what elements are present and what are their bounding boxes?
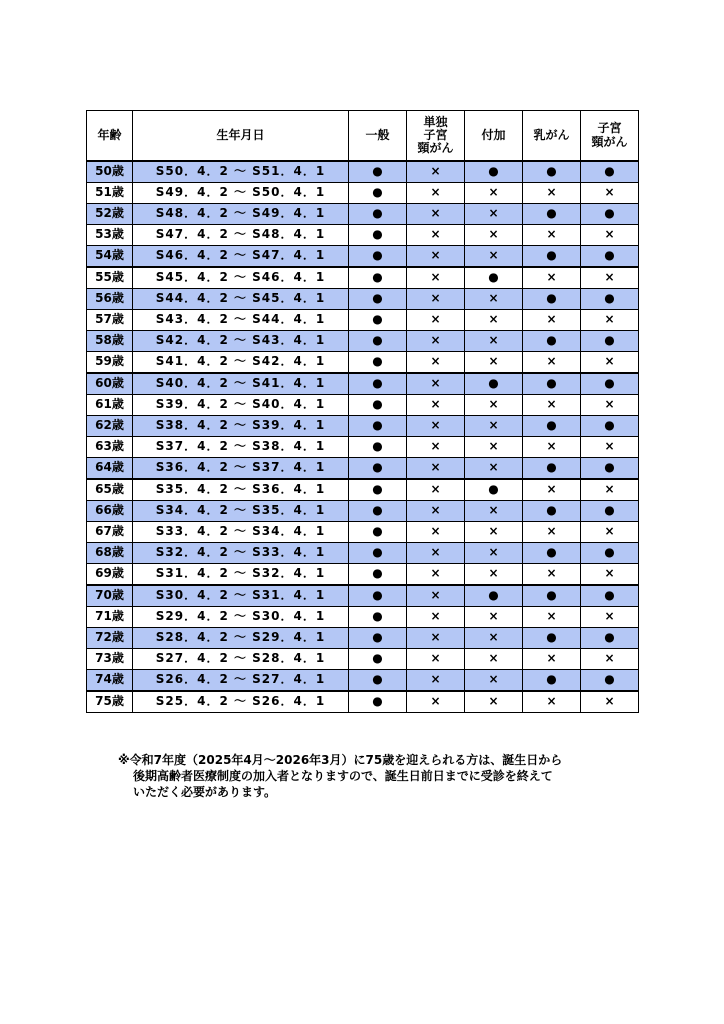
cervical-only-cell: × xyxy=(407,373,465,395)
table-row xyxy=(87,373,639,395)
addon-cell: × xyxy=(465,204,523,225)
birthdate-range-cell: S27．4．2 ～ S28．4．1 xyxy=(133,649,349,670)
cervical-only-cell: × xyxy=(407,352,465,374)
birthdate-range-cell: S38．4．2 ～ S39．4．1 xyxy=(133,416,349,437)
addon-cell: × xyxy=(465,331,523,352)
breast-cell: ● xyxy=(523,670,581,692)
header-cervical-line1: 子宮 xyxy=(597,121,622,136)
general-cell: ● xyxy=(349,310,407,331)
cervical-only-cell: × xyxy=(407,479,465,501)
addon-cell: × xyxy=(465,395,523,416)
addon-cell: ● xyxy=(465,373,523,395)
age-cell: 53歳 xyxy=(87,225,133,246)
general-cell: ● xyxy=(349,373,407,395)
general-cell: ● xyxy=(349,204,407,225)
cervical-only-cell: × xyxy=(407,501,465,522)
general-cell: ● xyxy=(349,543,407,564)
cervical-only-cell: × xyxy=(407,395,465,416)
table-row xyxy=(87,289,639,310)
general-cell: ● xyxy=(349,585,407,607)
age-cell: 56歳 xyxy=(87,289,133,310)
table-row xyxy=(87,395,639,416)
cervical-cell: ● xyxy=(581,416,639,437)
birthdate-range-cell: S48．4．2 ～ S49．4．1 xyxy=(133,204,349,225)
cervical-cell: × xyxy=(581,310,639,331)
table-row xyxy=(87,501,639,522)
general-cell: ● xyxy=(349,670,407,692)
footnote-line-3: いただく必要があります。 xyxy=(133,785,277,799)
table-body xyxy=(87,161,639,713)
general-cell: ● xyxy=(349,416,407,437)
cervical-only-cell: × xyxy=(407,267,465,289)
birthdate-range-cell: S49．4．2 ～ S50．4．1 xyxy=(133,183,349,204)
breast-cell: ● xyxy=(523,289,581,310)
age-cell: 51歳 xyxy=(87,183,133,204)
breast-cell: × xyxy=(523,225,581,246)
addon-cell: × xyxy=(465,416,523,437)
age-cell: 68歳 xyxy=(87,543,133,564)
birthdate-range-cell: S46．4．2 ～ S47．4．1 xyxy=(133,246,349,268)
cervical-cell: × xyxy=(581,607,639,628)
general-cell: ● xyxy=(349,458,407,480)
birthdate-range-cell: S45．4．2 ～ S46．4．1 xyxy=(133,267,349,289)
addon-cell: × xyxy=(465,649,523,670)
table-header-row xyxy=(87,111,639,162)
addon-cell: × xyxy=(465,691,523,713)
cervical-cell: ● xyxy=(581,501,639,522)
table-row xyxy=(87,607,639,628)
age-cell: 67歳 xyxy=(87,522,133,543)
birthdate-range-cell: S50．4．2 ～ S51．4．1 xyxy=(133,161,349,183)
birthdate-range-cell: S44．4．2 ～ S45．4．1 xyxy=(133,289,349,310)
addon-cell: × xyxy=(465,225,523,246)
addon-cell: ● xyxy=(465,161,523,183)
header-cervical-line2: 頸がん xyxy=(591,134,628,149)
cervical-cell: ● xyxy=(581,246,639,268)
breast-cell: × xyxy=(523,607,581,628)
addon-cell: × xyxy=(465,246,523,268)
age-cell: 59歳 xyxy=(87,352,133,374)
addon-cell: × xyxy=(465,310,523,331)
table-row xyxy=(87,204,639,225)
breast-cell: ● xyxy=(523,161,581,183)
birthdate-range-cell: S28．4．2 ～ S29．4．1 xyxy=(133,628,349,649)
cervical-only-cell: × xyxy=(407,522,465,543)
age-cell: 74歳 xyxy=(87,670,133,692)
breast-cell: ● xyxy=(523,543,581,564)
age-cell: 72歳 xyxy=(87,628,133,649)
header-cervical-only-line3: 頸がん xyxy=(417,141,454,156)
addon-cell: × xyxy=(465,501,523,522)
birthdate-range-cell: S47．4．2 ～ S48．4．1 xyxy=(133,225,349,246)
breast-cell: ● xyxy=(523,331,581,352)
cervical-only-cell: × xyxy=(407,161,465,183)
table-row xyxy=(87,183,639,204)
cervical-only-cell: × xyxy=(407,331,465,352)
table-row xyxy=(87,331,639,352)
birthdate-range-cell: S37．4．2 ～ S38．4．1 xyxy=(133,437,349,458)
birthdate-range-cell: S31．4．2 ～ S32．4．1 xyxy=(133,564,349,586)
breast-cell: × xyxy=(523,267,581,289)
cervical-only-cell: × xyxy=(407,416,465,437)
birthdate-range-cell: S30．4．2 ～ S31．4．1 xyxy=(133,585,349,607)
table-row xyxy=(87,246,639,268)
general-cell: ● xyxy=(349,628,407,649)
general-cell: ● xyxy=(349,501,407,522)
addon-cell: ● xyxy=(465,585,523,607)
breast-cell: × xyxy=(523,395,581,416)
birthdate-range-cell: S32．4．2 ～ S33．4．1 xyxy=(133,543,349,564)
cervical-only-cell: × xyxy=(407,607,465,628)
table-row xyxy=(87,310,639,331)
age-cell: 60歳 xyxy=(87,373,133,395)
cervical-cell: ● xyxy=(581,458,639,480)
age-cell: 61歳 xyxy=(87,395,133,416)
cervical-only-cell: × xyxy=(407,691,465,713)
addon-cell: ● xyxy=(465,267,523,289)
cervical-only-cell: × xyxy=(407,246,465,268)
table-row xyxy=(87,585,639,607)
cervical-only-cell: × xyxy=(407,585,465,607)
cervical-only-cell: × xyxy=(407,183,465,204)
cervical-only-cell: × xyxy=(407,225,465,246)
table-row xyxy=(87,225,639,246)
cervical-cell: ● xyxy=(581,670,639,692)
addon-cell: × xyxy=(465,564,523,586)
breast-cell: ● xyxy=(523,458,581,480)
general-cell: ● xyxy=(349,331,407,352)
table-row xyxy=(87,267,639,289)
birthdate-range-cell: S33．4．2 ～ S34．4．1 xyxy=(133,522,349,543)
addon-cell: × xyxy=(465,183,523,204)
header-cervical xyxy=(581,111,639,162)
age-cell: 54歳 xyxy=(87,246,133,268)
addon-cell: × xyxy=(465,458,523,480)
cervical-cell: × xyxy=(581,437,639,458)
header-breast: 乳がん xyxy=(523,111,581,162)
general-cell: ● xyxy=(349,564,407,586)
general-cell: ● xyxy=(349,225,407,246)
age-cell: 69歳 xyxy=(87,564,133,586)
table-row xyxy=(87,628,639,649)
header-birthdate: 生年月日 xyxy=(133,111,349,162)
addon-cell: × xyxy=(465,437,523,458)
header-addon: 付加 xyxy=(465,111,523,162)
breast-cell: × xyxy=(523,352,581,374)
breast-cell: × xyxy=(523,479,581,501)
age-cell: 70歳 xyxy=(87,585,133,607)
general-cell: ● xyxy=(349,267,407,289)
breast-cell: × xyxy=(523,522,581,543)
cervical-cell: × xyxy=(581,183,639,204)
birthdate-range-cell: S26．4．2 ～ S27．4．1 xyxy=(133,670,349,692)
breast-cell: × xyxy=(523,183,581,204)
header-general: 一般 xyxy=(349,111,407,162)
age-cell: 52歳 xyxy=(87,204,133,225)
age-cell: 55歳 xyxy=(87,267,133,289)
addon-cell: ● xyxy=(465,479,523,501)
general-cell: ● xyxy=(349,289,407,310)
general-cell: ● xyxy=(349,352,407,374)
birthdate-range-cell: S40．4．2 ～ S41．4．1 xyxy=(133,373,349,395)
birthdate-range-cell: S43．4．2 ～ S44．4．1 xyxy=(133,310,349,331)
table-row xyxy=(87,522,639,543)
table-row xyxy=(87,479,639,501)
cervical-only-cell: × xyxy=(407,628,465,649)
breast-cell: × xyxy=(523,564,581,586)
cervical-only-cell: × xyxy=(407,649,465,670)
general-cell: ● xyxy=(349,607,407,628)
cervical-only-cell: × xyxy=(407,670,465,692)
cervical-cell: × xyxy=(581,522,639,543)
table-row xyxy=(87,691,639,713)
breast-cell: × xyxy=(523,649,581,670)
general-cell: ● xyxy=(349,183,407,204)
addon-cell: × xyxy=(465,607,523,628)
cervical-cell: × xyxy=(581,649,639,670)
cervical-only-cell: × xyxy=(407,204,465,225)
footnote-line-2: 後期高齢者医療制度の加入者となりますので、誕生日前日までに受診を終えて xyxy=(133,769,553,783)
age-cell: 75歳 xyxy=(87,691,133,713)
table-row xyxy=(87,437,639,458)
general-cell: ● xyxy=(349,479,407,501)
table-row xyxy=(87,649,639,670)
cervical-cell: ● xyxy=(581,161,639,183)
cervical-cell: ● xyxy=(581,289,639,310)
table-row xyxy=(87,161,639,183)
age-cell: 57歳 xyxy=(87,310,133,331)
age-cell: 65歳 xyxy=(87,479,133,501)
birthdate-range-cell: S36．4．2 ～ S37．4．1 xyxy=(133,458,349,480)
cervical-cell: ● xyxy=(581,373,639,395)
cervical-only-cell: × xyxy=(407,458,465,480)
birthdate-range-cell: S34．4．2 ～ S35．4．1 xyxy=(133,501,349,522)
addon-cell: × xyxy=(465,628,523,649)
cervical-only-cell: × xyxy=(407,543,465,564)
breast-cell: ● xyxy=(523,585,581,607)
addon-cell: × xyxy=(465,289,523,310)
table-row xyxy=(87,670,639,692)
cervical-cell: × xyxy=(581,352,639,374)
cervical-cell: × xyxy=(581,564,639,586)
cervical-only-cell: × xyxy=(407,289,465,310)
cervical-only-cell: × xyxy=(407,437,465,458)
age-cell: 50歳 xyxy=(87,161,133,183)
breast-cell: ● xyxy=(523,416,581,437)
cervical-only-cell: × xyxy=(407,564,465,586)
table-row xyxy=(87,564,639,586)
breast-cell: ● xyxy=(523,373,581,395)
breast-cell: ● xyxy=(523,628,581,649)
cervical-cell: × xyxy=(581,267,639,289)
age-cell: 64歳 xyxy=(87,458,133,480)
birthdate-range-cell: S39．4．2 ～ S40．4．1 xyxy=(133,395,349,416)
breast-cell: × xyxy=(523,691,581,713)
footnote-line-1: ※令和7年度（2025年4月～2026年3月）に75歳を迎えられる方は、誕生日から xyxy=(118,753,563,767)
footnote xyxy=(118,752,638,800)
birthdate-range-cell: S25．4．2 ～ S26．4．1 xyxy=(133,691,349,713)
breast-cell: × xyxy=(523,437,581,458)
general-cell: ● xyxy=(349,161,407,183)
age-cell: 58歳 xyxy=(87,331,133,352)
age-cell: 62歳 xyxy=(87,416,133,437)
cervical-cell: × xyxy=(581,691,639,713)
header-age: 年齢 xyxy=(87,111,133,162)
cervical-cell: ● xyxy=(581,628,639,649)
addon-cell: × xyxy=(465,522,523,543)
cervical-cell: ● xyxy=(581,331,639,352)
general-cell: ● xyxy=(349,522,407,543)
birthdate-range-cell: S41．4．2 ～ S42．4．1 xyxy=(133,352,349,374)
header-cervical-only-line1: 単独 xyxy=(423,114,448,129)
breast-cell: ● xyxy=(523,204,581,225)
general-cell: ● xyxy=(349,437,407,458)
cervical-cell: ● xyxy=(581,585,639,607)
screening-eligibility-table xyxy=(86,110,639,713)
addon-cell: × xyxy=(465,670,523,692)
table-row xyxy=(87,352,639,374)
table-row xyxy=(87,458,639,480)
general-cell: ● xyxy=(349,395,407,416)
breast-cell: ● xyxy=(523,246,581,268)
general-cell: ● xyxy=(349,649,407,670)
age-cell: 63歳 xyxy=(87,437,133,458)
general-cell: ● xyxy=(349,691,407,713)
age-cell: 66歳 xyxy=(87,501,133,522)
birthdate-range-cell: S42．4．2 ～ S43．4．1 xyxy=(133,331,349,352)
cervical-cell: × xyxy=(581,479,639,501)
addon-cell: × xyxy=(465,352,523,374)
header-cervical-only-line2: 子宮 xyxy=(423,127,448,142)
age-cell: 73歳 xyxy=(87,649,133,670)
breast-cell: ● xyxy=(523,501,581,522)
table-row xyxy=(87,416,639,437)
breast-cell: × xyxy=(523,310,581,331)
cervical-only-cell: × xyxy=(407,310,465,331)
table-row xyxy=(87,543,639,564)
addon-cell: × xyxy=(465,543,523,564)
general-cell: ● xyxy=(349,246,407,268)
header-cervical-only xyxy=(407,111,465,162)
cervical-cell: × xyxy=(581,395,639,416)
cervical-cell: × xyxy=(581,225,639,246)
birthdate-range-cell: S29．4．2 ～ S30．4．1 xyxy=(133,607,349,628)
cervical-cell: ● xyxy=(581,204,639,225)
age-cell: 71歳 xyxy=(87,607,133,628)
cervical-cell: ● xyxy=(581,543,639,564)
birthdate-range-cell: S35．4．2 ～ S36．4．1 xyxy=(133,479,349,501)
